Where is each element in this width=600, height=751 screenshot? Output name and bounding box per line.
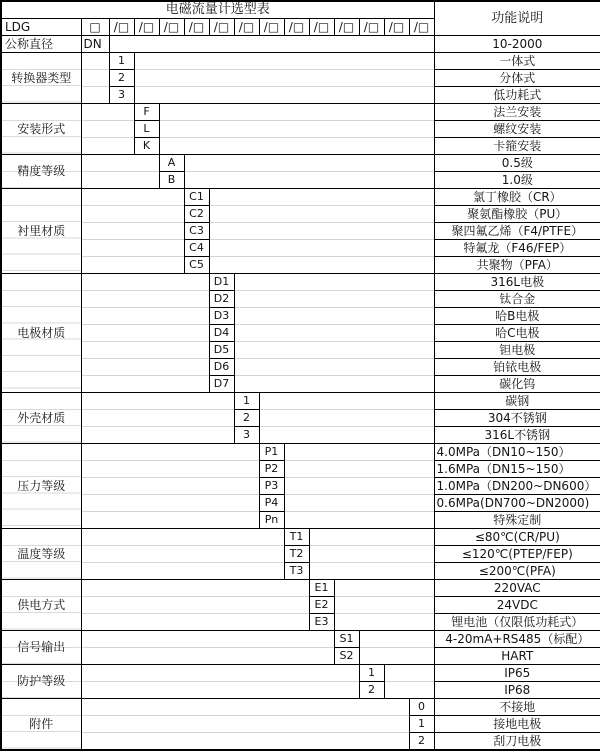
code-cell: D1 [209, 274, 234, 291]
spec-cell: 316L不锈钢 [434, 427, 600, 444]
gap-cell [284, 512, 434, 529]
spec-cell: 碳钢 [434, 393, 600, 410]
code-cell: E2 [309, 597, 334, 614]
code-cell: P2 [259, 461, 284, 478]
gap-cell [81, 121, 134, 138]
gap-cell [234, 342, 434, 359]
code-cell: D3 [209, 308, 234, 325]
spec-cell: 24VDC [434, 597, 600, 614]
code-cell: B [159, 172, 184, 189]
category-label: 电极材质 [1, 274, 81, 393]
gap-cell [81, 155, 159, 172]
category-label: 外壳材质 [1, 393, 81, 444]
gap-cell [284, 461, 434, 478]
gap-cell [81, 240, 184, 257]
category-label: 压力等级 [1, 444, 81, 529]
spec-cell: 刮刀电极 [434, 733, 600, 751]
code-cell: P1 [259, 444, 284, 461]
gap-cell [309, 546, 434, 563]
code-cell: 2 [409, 733, 434, 751]
spec-cell: 锂电池（仅限低功耗式） [434, 614, 600, 631]
gap-cell [81, 546, 284, 563]
spec-cell: 1.0MPa（DN200~DN600） [434, 478, 600, 495]
code-cell: A [159, 155, 184, 172]
code-cell: Pn [259, 512, 284, 529]
code-cell: P4 [259, 495, 284, 512]
gap-cell [81, 138, 134, 155]
code-cell: F [134, 104, 159, 121]
category-label: 温度等级 [1, 529, 81, 580]
code-cell: P3 [259, 478, 284, 495]
category-label: 信号输出 [1, 631, 81, 665]
code-cell: 0 [409, 699, 434, 716]
gap-cell [259, 427, 434, 444]
gap-cell [81, 206, 184, 223]
gap-cell [81, 461, 259, 478]
code-cell: D2 [209, 291, 234, 308]
code-cell: 1 [234, 393, 259, 410]
spec-cell: 共聚物（PFA） [434, 257, 600, 274]
model-prefix: LDG [1, 19, 81, 36]
gap-cell [209, 240, 434, 257]
gap-cell [81, 87, 109, 104]
code-cell: L [134, 121, 159, 138]
model-slot-cell: /□ [359, 19, 384, 36]
gap-cell [234, 291, 434, 308]
spec-cell: 碳化钨 [434, 376, 600, 393]
gap-cell [209, 189, 434, 206]
category-label: 防护等级 [1, 665, 81, 699]
spec-cell: 低功耗式 [434, 87, 600, 104]
gap-cell [81, 53, 109, 70]
code-cell: 2 [234, 410, 259, 427]
gap-cell [81, 410, 234, 427]
gap-cell [81, 172, 159, 189]
code-cell: D7 [209, 376, 234, 393]
code-cell: D4 [209, 325, 234, 342]
code-cell: 2 [359, 682, 384, 699]
gap-cell [81, 716, 409, 733]
gap-cell [81, 359, 209, 376]
spec-cell: 聚四氟乙烯（F4/PTFE） [434, 223, 600, 240]
gap-cell [81, 614, 309, 631]
gap-cell [384, 682, 434, 699]
gap-cell [81, 291, 209, 308]
gap-cell [81, 682, 359, 699]
category-label: 公称直径 [1, 36, 81, 53]
model-slot-cell: /□ [409, 19, 434, 36]
gap-cell [184, 155, 434, 172]
spec-cell: 4.0MPa（DN10~150） [434, 444, 600, 461]
spec-cell: ≤120℃(PTEP/FEP) [434, 546, 600, 563]
spec-cell: IP68 [434, 682, 600, 699]
code-cell: T1 [284, 529, 309, 546]
spec-cell: 一体式 [434, 53, 600, 70]
model-slot-cell: /□ [334, 19, 359, 36]
category-label: 附件 [1, 699, 81, 751]
spec-cell: 哈C电极 [434, 325, 600, 342]
gap-cell [81, 189, 184, 206]
model-slot-cell: /□ [284, 19, 309, 36]
category-label: 衬里材质 [1, 189, 81, 274]
spec-cell: 10-2000 [434, 36, 600, 53]
gap-cell [209, 206, 434, 223]
gap-cell [81, 512, 259, 529]
gap-cell [81, 223, 184, 240]
gap-cell [284, 495, 434, 512]
spec-cell: 特氟龙（F46/FEP） [434, 240, 600, 257]
model-slot-cell: /□ [109, 19, 134, 36]
gap-cell [309, 529, 434, 546]
model-slot-cell: /□ [234, 19, 259, 36]
gap-cell [81, 427, 234, 444]
code-cell: C5 [184, 257, 209, 274]
gap-cell [81, 70, 109, 87]
model-slot-cell: /□ [309, 19, 334, 36]
model-slot-cell: /□ [159, 19, 184, 36]
gap-cell [81, 325, 209, 342]
spec-cell: 法兰安装 [434, 104, 600, 121]
gap-cell [359, 648, 434, 665]
code-cell: 2 [109, 70, 134, 87]
spec-cell: 分体式 [434, 70, 600, 87]
category-label: 转换器类型 [1, 53, 81, 104]
spec-cell: 接地电极 [434, 716, 600, 733]
gap-cell [259, 393, 434, 410]
gap-cell [209, 257, 434, 274]
code-cell: S1 [334, 631, 359, 648]
gap-cell [334, 597, 434, 614]
gap-cell [234, 274, 434, 291]
gap-cell [81, 478, 259, 495]
spec-cell: 特殊定制 [434, 512, 600, 529]
gap-cell [81, 444, 259, 461]
gap-cell [81, 699, 409, 716]
spec-cell: 卡箍安装 [434, 138, 600, 155]
gap-cell [81, 393, 234, 410]
spec-cell: 聚氨酯橡胶（PU） [434, 206, 600, 223]
code-cell: T2 [284, 546, 309, 563]
code-cell: 3 [234, 427, 259, 444]
gap-cell [234, 325, 434, 342]
table-title: 电磁流量计选型表 [165, 2, 270, 18]
model-slot-cell: /□ [209, 19, 234, 36]
model-slot-cell: /□ [184, 19, 209, 36]
code-cell: C2 [184, 206, 209, 223]
code-cell: C1 [184, 189, 209, 206]
spec-cell: 1.0级 [434, 172, 600, 189]
gap-cell [81, 342, 209, 359]
spec-cell: 0.6MPa(DN700~DN2000) [434, 495, 600, 512]
code-cell: 1 [409, 716, 434, 733]
function-header: 功能说明 [434, 1, 600, 36]
spec-cell: 304不锈钢 [434, 410, 600, 427]
category-label: 供电方式 [1, 580, 81, 631]
gap-cell [234, 308, 434, 325]
gap-cell [81, 665, 359, 682]
category-label: 安装形式 [1, 104, 81, 155]
gap-cell [81, 104, 134, 121]
gap-cell [359, 631, 434, 648]
gap-cell [81, 563, 284, 580]
spec-cell: 哈B电极 [434, 308, 600, 325]
gap-cell [159, 121, 434, 138]
code-cell: K [134, 138, 159, 155]
code-cell: S2 [334, 648, 359, 665]
gap-cell [334, 580, 434, 597]
code-cell: 1 [359, 665, 384, 682]
gap-cell [234, 376, 434, 393]
gap-cell [159, 138, 434, 155]
spec-cell: ≤80℃(CR/PU) [434, 529, 600, 546]
gap-cell [309, 563, 434, 580]
gap-cell [384, 665, 434, 682]
code-cell: E1 [309, 580, 334, 597]
gap-cell [334, 614, 434, 631]
gap-cell [259, 410, 434, 427]
spec-cell: 螺纹安装 [434, 121, 600, 138]
gap-cell [134, 70, 434, 87]
gap-cell [81, 580, 309, 597]
code-cell: D5 [209, 342, 234, 359]
spec-cell: 钽电极 [434, 342, 600, 359]
code-cell: 1 [109, 53, 134, 70]
spec-cell: ≤200℃(PFA) [434, 563, 600, 580]
spec-cell: IP65 [434, 665, 600, 682]
gap-cell [81, 597, 309, 614]
code-cell: 3 [109, 87, 134, 104]
gap-cell [209, 223, 434, 240]
gap-cell [81, 733, 409, 751]
spec-cell: 钛合金 [434, 291, 600, 308]
model-slot-cell: /□ [259, 19, 284, 36]
spec-cell: 4-20mA+RS485（标配） [434, 631, 600, 648]
gap-cell [284, 444, 434, 461]
gap-cell [81, 648, 334, 665]
gap-cell [284, 478, 434, 495]
code-cell: DN [81, 36, 109, 53]
gap-cell [81, 376, 209, 393]
gap-cell [81, 631, 334, 648]
code-cell: C4 [184, 240, 209, 257]
gap-cell [134, 87, 434, 104]
gap-cell [81, 529, 284, 546]
spec-cell: 1.6MPa（DN15~150） [434, 461, 600, 478]
spec-cell: 氯丁橡胶（CR） [434, 189, 600, 206]
spec-cell: HART [434, 648, 600, 665]
model-slot-cell: /□ [384, 19, 409, 36]
code-cell: D6 [209, 359, 234, 376]
spec-cell: 316L电极 [434, 274, 600, 291]
code-cell: T3 [284, 563, 309, 580]
model-slot-cell: /□ [134, 19, 159, 36]
code-cell: C3 [184, 223, 209, 240]
gap-cell [81, 308, 209, 325]
gap-cell [234, 359, 434, 376]
spec-cell: 0.5级 [434, 155, 600, 172]
gap-cell [134, 53, 434, 70]
gap-cell [109, 36, 434, 53]
gap-cell [184, 172, 434, 189]
gap-cell [81, 257, 184, 274]
model-box-cell: □ [81, 19, 109, 36]
spec-cell: 220VAC [434, 580, 600, 597]
spec-cell: 不接地 [434, 699, 600, 716]
category-label: 精度等级 [1, 155, 81, 189]
code-cell: E3 [309, 614, 334, 631]
gap-cell [81, 274, 209, 291]
gap-cell [81, 495, 259, 512]
spec-cell: 铂铱电极 [434, 359, 600, 376]
gap-cell [159, 104, 434, 121]
